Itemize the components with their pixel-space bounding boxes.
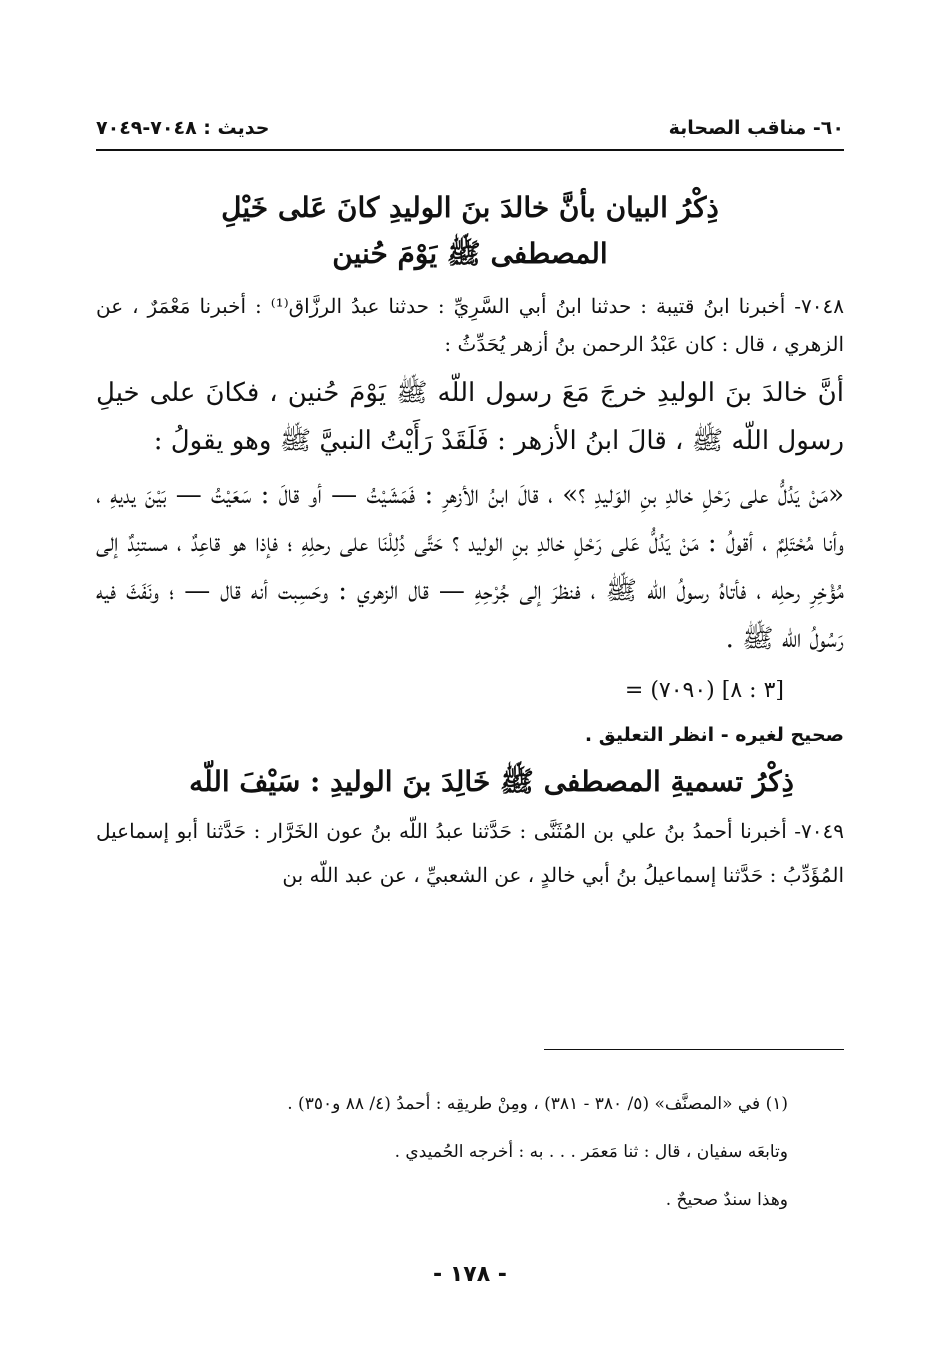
hadith-isnad: ٧٠٤٩- أخبرنا أحمدُ بنُ علي بن المُثَنَّى : حَدَّثنا عبدُ اللّه بنُ عون الخَرَّار : حَدَّثنا أبو إسماعيل المُؤَدِّبُ : حَدَّثنا إسماعيلُ بنُ أبي خالدٍ ، عن الشعبيِّ ، عن عبد اللّه بن — [96, 819, 844, 887]
footnote-line: وتابعَه سفيان ، قال : ثنا مَعمَر . . . به : أخرجه الحُميدي . — [394, 1142, 788, 1162]
chapter-title: ٦٠- مناقب الصحابة — [668, 117, 844, 139]
hadith-matn-paragraph: أنَّ خالدَ بنَ الوليدِ خرجَ مَعَ رسول اللّه ﷺ يَوْمَ حُنين ، فكانَ على خيلِ رسول اللّه ﷺ ، قالَ ابنُ الأزهر : فَلَقَدْ رَأَيْتُ النبيَّ ﷺ وهو يقولُ : — [96, 378, 844, 456]
section-heading-line2: المصطفى ﷺ يَوْمَ حُنين — [332, 237, 608, 270]
footnote-line: (١) في «المصنَّف» (٥/ ٣٨٠ - ٣٨١) ، ومِنْ طريقِه : أحمدُ (٤/ ٨٨ و٣٥٠) . — [287, 1094, 788, 1114]
section-heading-line1: ذِكْرُ البيان بأنَّ خالدَ بنَ الوليدِ كانَ عَلى خَيْلِ — [221, 191, 719, 224]
section-heading: ذِكْرُ تسميةِ المصطفى ﷺ خَالِدَ بنَ الوليدِ : سَيْفَ اللّه — [189, 765, 794, 798]
page-number: - ١٧٨ - — [433, 1262, 507, 1287]
hadith-matn-paragraph: «مَنْ يَدُلُّ على رَحْلِ خالدِ بنِ الوَليدِ ؟» ، قالَ ابنُ الأزهرِ : فَمَشَيْتُ — أو قالَ : سَعَيْتُ — بَيْنَ يديهِ ، وأنا مُحْتَلِمٌ ، أقولُ : مَنْ يَدُلُّ عَلى رَحْلِ خالدِ بنِ الوليد ؟ حَتَّى دُلِلْنَا على رحلِهِ ؛ فإذا هو قاعِدٌ ، مستنِدٌ إلى مُؤْخِرِ رحلِه ، فأتاهُ رسولُ اللّه ﷺ ، فنظرَ إلى جُرْحِهِ — قال الزهري : وحَسِبت أنه قال — ؛ ونَفَثَ فيه رَسُولُ اللّه ﷺ . — [96, 480, 845, 654]
cross-reference: = (٧٠٩٠) [٣ : ٨] — [624, 678, 784, 703]
footnotes — [96, 1080, 788, 1224]
hadith-range: حديث : ٧٠٤٨-٧٠٤٩ — [96, 117, 270, 139]
running-head — [96, 112, 844, 144]
grading-note: صحيح لغيره - انظر التعليق . — [584, 724, 844, 746]
hadith-isnad: ٧٠٤٨- أخبرنا ابنُ قتيبة : حدثنا ابنُ أبي السَّرِيِّ : حدثنا عبدُ الرزَّاق⁽¹⁾ : أخبرنا مَعْمَرٌ ، عن الزهري ، قال : كان عَبْدُ الرحمن بنُ أزهر يُحَدِّثُ : — [96, 294, 844, 356]
page-body — [96, 185, 844, 897]
footnote-rule — [544, 1049, 844, 1050]
header-rule — [96, 149, 844, 151]
footnote-line: وهذا سندٌ صحيحٌ . — [665, 1190, 788, 1210]
